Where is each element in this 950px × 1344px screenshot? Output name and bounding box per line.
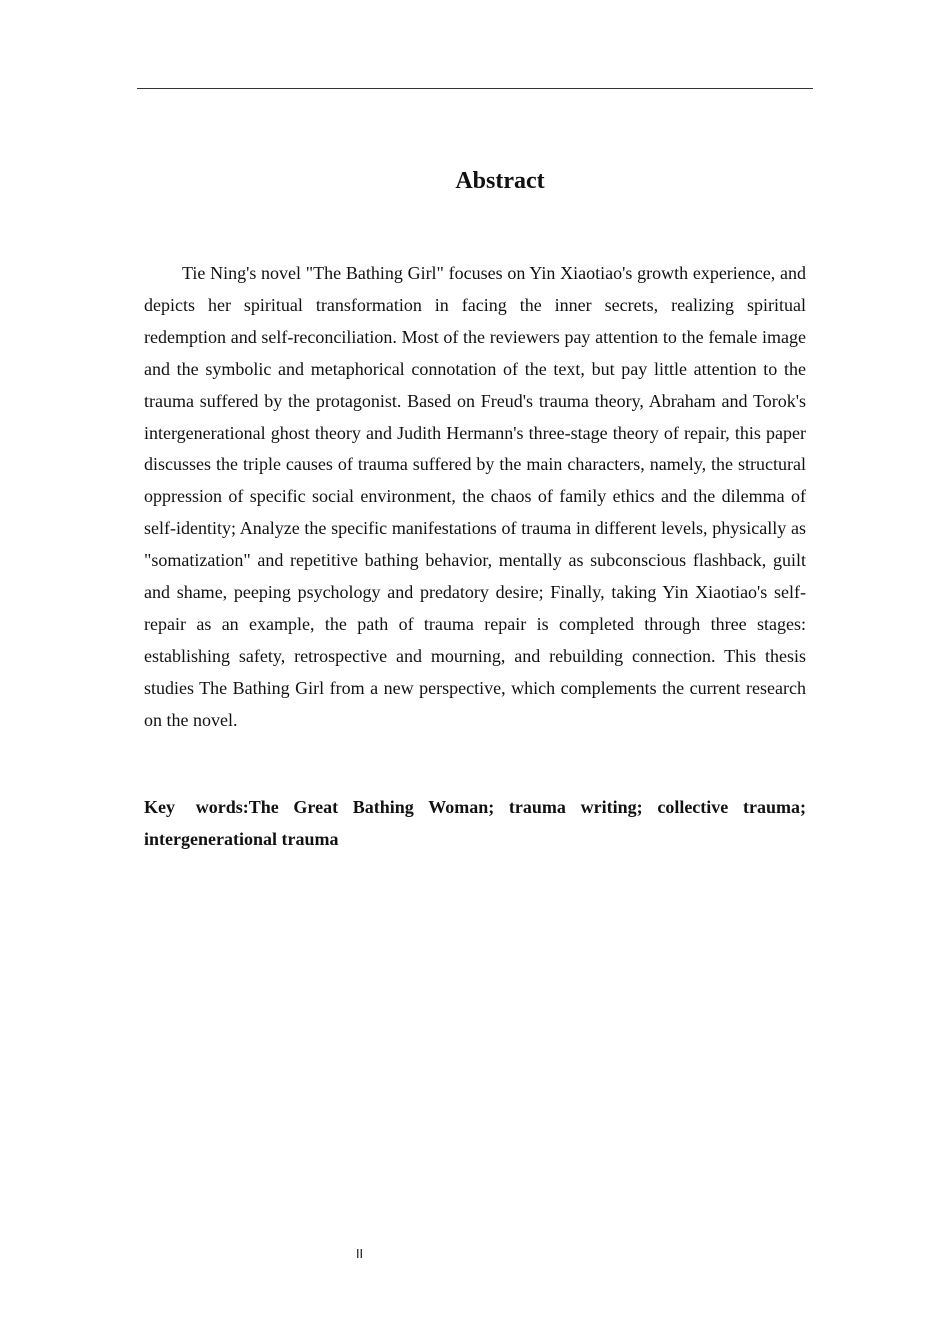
header-rule: [137, 88, 813, 89]
keywords-list: The Great Bathing Woman; trauma writing; collective trauma; intergenerational trauma: [144, 797, 806, 849]
keywords-label: Key words:: [144, 797, 249, 817]
page-number: II: [356, 1247, 364, 1261]
abstract-paragraph: Tie Ning's novel "The Bathing Girl" focuses on Yin Xiaotiao's growth experience, and depicts her spiritual transformation in facing the inner secrets, realizing spiritual redemption and self-reconciliation. Most of the reviewers pay attention to the female image and the symbolic and metaphorical connotation of the text, but pay little attention to the trauma suffered by the protagonist. Based on Freud's trauma theory, Abraham and Torok's intergenerational ghost theory and Judith Hermann's three-stage theory of repair, this paper discusses the triple causes of trauma suffered by the main characters, namely, the structural oppression of specific social environment, the chaos of family ethics and the dilemma of self-identity; Analyze the specific manifestations of trauma in different levels, physically as "somatization" and repetitive bathing behavior, mentally as subconscious flashback, guilt and shame, peeping psychology and predatory desire; Finally, taking Yin Xiaotiao's self-repair as an example, the path of trauma repair is completed through three stages: establishing safety, retrospective and mourning, and rebuilding connection. This thesis studies The Bathing Girl from a new perspective, which complements the current research on the novel.: [144, 263, 806, 730]
keywords-paragraph: [144, 791, 806, 855]
page-title: Abstract: [455, 168, 545, 194]
